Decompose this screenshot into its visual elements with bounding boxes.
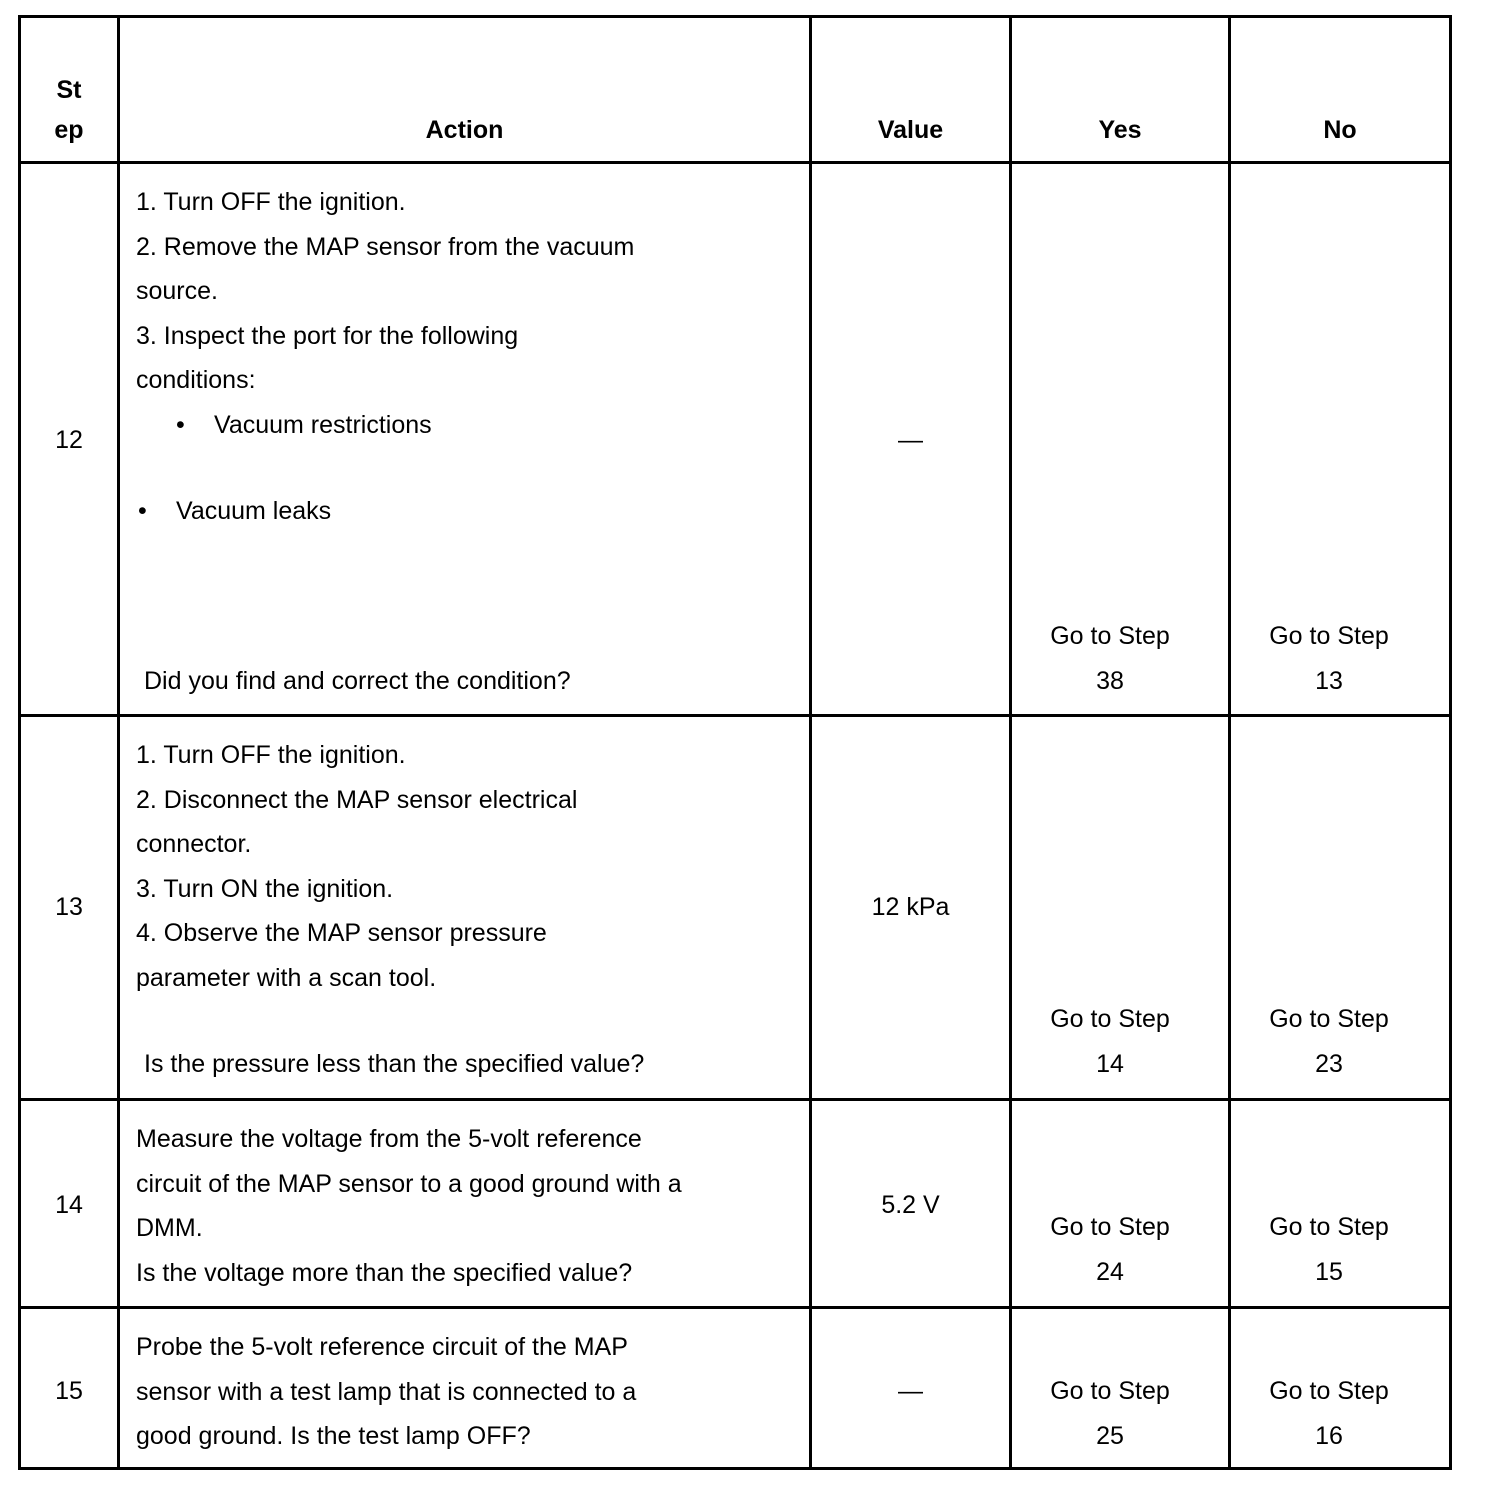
action-line: 4. Observe the MAP sensor pressure (136, 919, 547, 947)
no-goto: Go to Step 13 (1269, 622, 1389, 695)
action-question: Is the pressure less than the specified value? (144, 1050, 645, 1078)
header-step-line2: ep (54, 116, 84, 144)
row-divider (21, 161, 1449, 164)
no-goto: Go to Step 15 (1269, 1213, 1389, 1286)
action-text (136, 733, 796, 1000)
action-line: Is the voltage more than the specified value? (136, 1258, 633, 1287)
bullet-item: • Vacuum restrictions (136, 403, 796, 448)
step-number: 14 (55, 1191, 83, 1219)
action-line: Probe the 5-volt reference circuit of the MAP (136, 1333, 628, 1361)
action-line: 1. Turn OFF the ignition. (136, 741, 406, 769)
action-line: conditions: (136, 366, 256, 394)
yes-goto: Go to Step 38 (1050, 622, 1170, 695)
action-question: Did you find and correct the condition? (144, 667, 571, 695)
column-divider (809, 18, 812, 1467)
yes-goto: Go to Step 14 (1050, 1005, 1170, 1078)
action-line: good ground. Is the test lamp OFF? (136, 1422, 531, 1450)
step-number: 15 (55, 1377, 83, 1405)
row-divider (21, 714, 1449, 717)
action-text (136, 1117, 806, 1295)
action-text (136, 180, 796, 534)
action-line: sensor with a test lamp that is connected to a (136, 1377, 637, 1406)
header-yes: Yes (1098, 116, 1142, 144)
header-step-line1: St (56, 76, 82, 104)
value-text: — (898, 426, 923, 454)
step-number: 13 (55, 893, 83, 921)
value-text: 12 kPa (871, 893, 950, 921)
step-number: 12 (55, 426, 83, 454)
diagnostic-table (18, 15, 1452, 1470)
row-divider (21, 1098, 1449, 1101)
bullet-icon: • (138, 497, 147, 525)
no-goto: Go to Step 23 (1269, 1005, 1389, 1078)
action-line: Measure the voltage from the 5-volt reference (136, 1125, 642, 1153)
header-step (21, 70, 117, 150)
bullet-icon: • (176, 410, 185, 439)
action-line: 2. Disconnect the MAP sensor electrical (136, 785, 578, 814)
header-action: Action (425, 116, 504, 144)
no-goto: Go to Step 16 (1269, 1377, 1389, 1450)
action-line: circuit of the MAP sensor to a good ground with a (136, 1169, 682, 1198)
action-line: 2. Remove the MAP sensor from the vacuum (136, 232, 635, 261)
value-text: 5.2 V (881, 1191, 940, 1219)
action-line: 3. Turn ON the ignition. (136, 874, 394, 903)
action-line: connector. (136, 830, 252, 858)
header-value: Value (877, 116, 944, 144)
yes-goto: Go to Step 24 (1050, 1213, 1170, 1286)
action-line: 3. Inspect the port for the following (136, 321, 519, 350)
action-text (136, 1325, 796, 1459)
yes-goto: Go to Step 25 (1050, 1377, 1170, 1450)
header-no: No (1323, 116, 1357, 144)
row-divider (21, 1306, 1449, 1309)
action-line: DMM. (136, 1214, 203, 1242)
action-line: parameter with a scan tool. (136, 963, 437, 992)
action-line: 1. Turn OFF the ignition. (136, 188, 406, 216)
action-line: source. (136, 277, 218, 305)
bullet-item: • Vacuum leaks (136, 489, 796, 534)
column-divider (117, 18, 120, 1467)
value-text: — (898, 1377, 923, 1405)
